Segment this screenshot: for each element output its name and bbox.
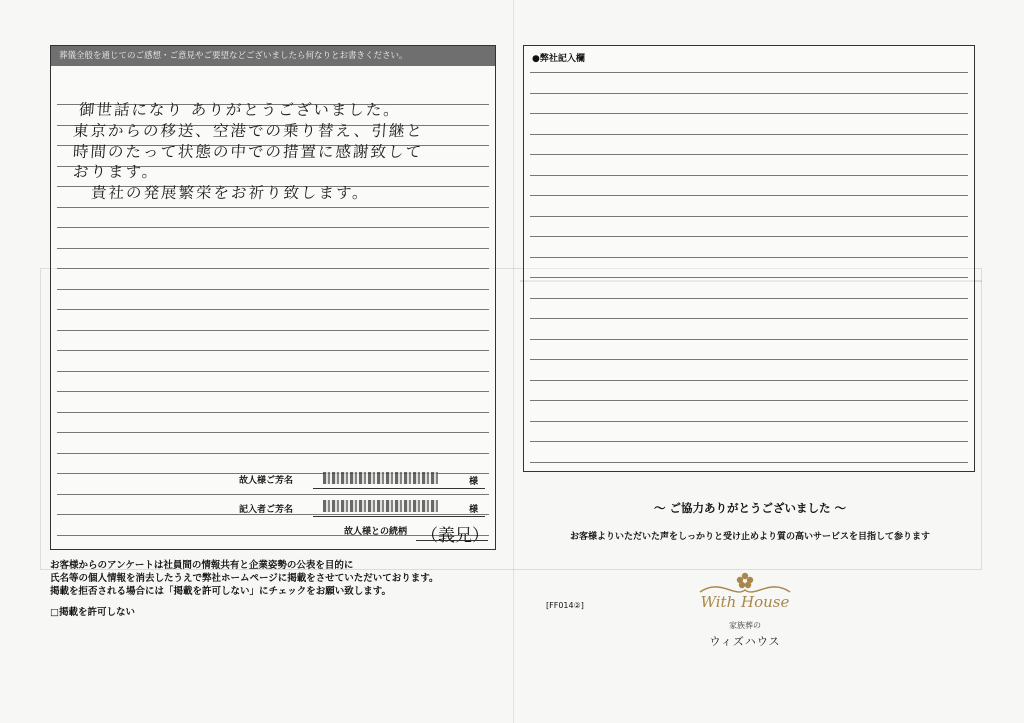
logo-company-name: ウィズハウス (709, 635, 781, 648)
ruled-line (530, 72, 968, 73)
relation-label: 故人様との続柄 (344, 527, 408, 537)
deceased-name-underline (313, 488, 485, 489)
relation-underline (416, 540, 488, 541)
ruled-line (530, 400, 968, 401)
ruled-line (530, 93, 968, 94)
ruled-line (57, 453, 489, 454)
ruled-line (57, 227, 489, 228)
ruled-line (530, 216, 968, 217)
ruled-line (530, 113, 968, 114)
writer-name-label: 記入者ご芳名 (239, 505, 294, 515)
form-code: [FF014②] (546, 601, 584, 610)
ruled-line (57, 391, 489, 392)
ruled-line (530, 134, 968, 135)
writer-honorific: 様 (469, 505, 479, 515)
ruled-line (57, 248, 489, 249)
customer-comment-box (50, 45, 496, 550)
ruled-line (530, 298, 968, 299)
ruled-line (530, 441, 968, 442)
ruled-line (57, 289, 489, 290)
handwritten-line: 御世話になり ありがとうございました。 (78, 101, 402, 119)
deceased-honorific: 様 (469, 477, 479, 487)
ruled-line (530, 339, 968, 340)
deceased-name-label: 故人様ご芳名 (239, 476, 294, 486)
ruled-line (57, 494, 489, 495)
logo-tagline: 家族葬の (729, 621, 761, 630)
handwritten-line: 貴社の発展繁栄をお祈り致します。 (90, 184, 371, 202)
ruled-line (530, 421, 968, 422)
ruled-line (530, 277, 968, 278)
publication-notice-line: 掲載を拒否される場合には「掲載を許可しない」にチェックをお願い致します。 (50, 586, 391, 597)
ruled-line (530, 257, 968, 258)
ruled-line (530, 318, 968, 319)
ruled-line (530, 380, 968, 381)
ruled-line (57, 371, 489, 372)
ruled-line (57, 412, 489, 413)
ruled-line (57, 330, 489, 331)
handwritten-line: 東京からの移送、空港での乗り替え、引継と (72, 122, 425, 140)
ruled-line (57, 350, 489, 351)
deceased-name-redacted (323, 472, 438, 484)
writer-name-underline (313, 516, 485, 517)
writer-name-redacted (323, 500, 438, 512)
thanks-message: ～ ご協力ありがとうございました ～ (653, 501, 846, 515)
ruled-line (530, 154, 968, 155)
handwritten-line: 時間のたって状態の中での措置に感謝致して (72, 143, 424, 161)
ruled-line (530, 462, 968, 463)
decline-publication-checkbox[interactable]: □掲載を許可しない (50, 607, 135, 618)
comment-header: 葬儀全般を通じてのご感想・ご意見やご要望などございましたら何なりとお書きください。 (51, 46, 495, 66)
handwritten-line: おります。 (72, 163, 160, 181)
ruled-line (530, 359, 968, 360)
logo-script-text: With House (700, 593, 790, 611)
relation-value: （義兄） (421, 526, 489, 546)
ruled-line (57, 309, 489, 310)
company-use-box (523, 45, 975, 472)
ruled-line (57, 207, 489, 208)
company-section-label: ●弊社記入欄 (532, 54, 585, 64)
publication-notice-line: お客様からのアンケートは社員間の情報共有と企業姿勢の公表を目的に (50, 560, 354, 571)
company-ruled-area (530, 68, 968, 463)
ruled-line (57, 432, 489, 433)
ruled-line (530, 195, 968, 196)
mission-statement: お客様よりいただいた声をしっかりと受け止めより質の高いサービスを目指して参ります (569, 532, 930, 542)
ruled-line (530, 175, 968, 176)
ruled-line (57, 268, 489, 269)
company-logo (680, 568, 810, 663)
publication-notice-line: 氏名等の個人情報を消去したうえで弊社ホームページに掲載をさせていただいております。 (50, 573, 439, 584)
ruled-line (530, 236, 968, 237)
